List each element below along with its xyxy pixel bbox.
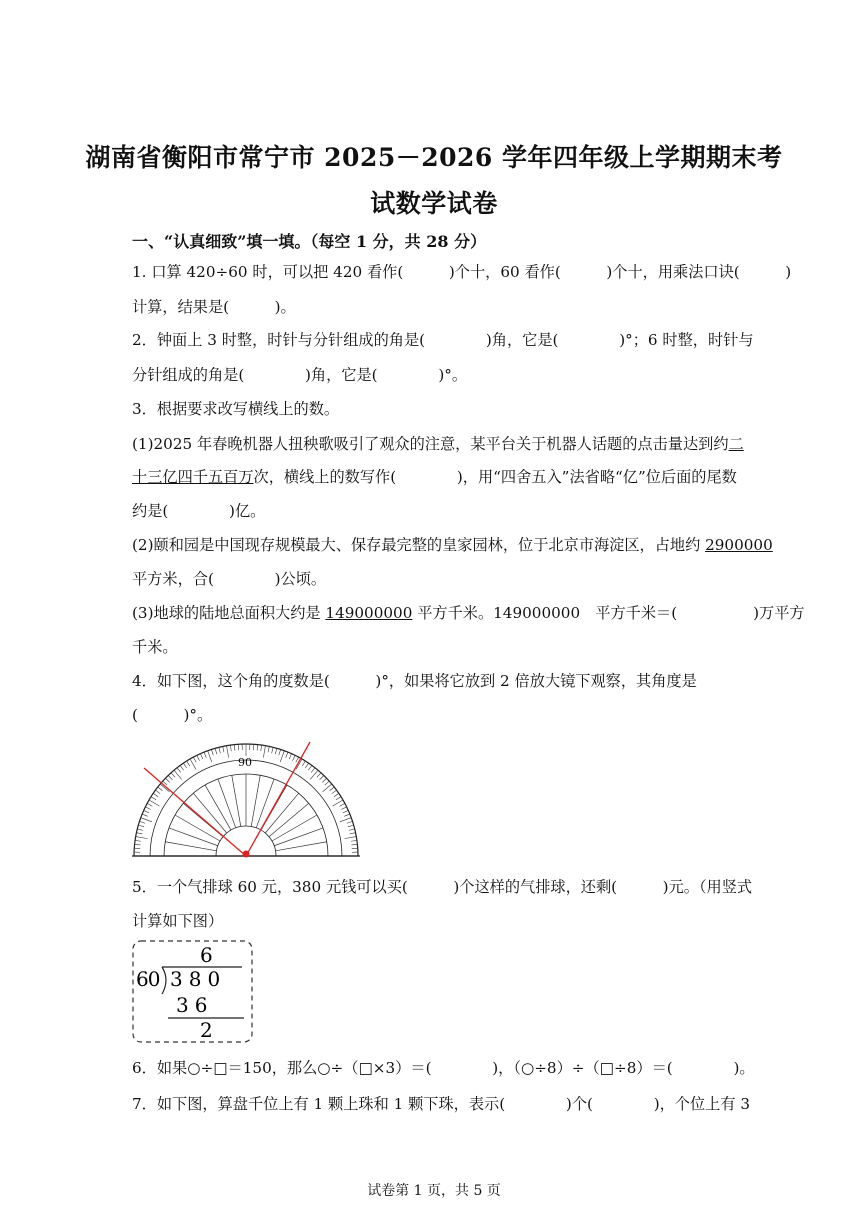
long-division-box [132, 940, 254, 1044]
division-dividend: 380 [170, 967, 227, 991]
q3-part2-line1 [132, 535, 773, 555]
q3-part3-text2: 平方千米。149000000 平方千米＝( )万平方 [412, 604, 805, 622]
q3-part3-underlined-number: 149000000 [325, 604, 413, 622]
q7-line: 7．如下图，算盘千位上有 1 颗上珠和 1 颗下珠，表示( )个( )，个位上有 3 [132, 1095, 751, 1113]
exam-title-line2: 试数学试卷 [370, 189, 498, 218]
q3-intro: 3．根据要求改写横线上的数。 [132, 400, 340, 418]
q3-part1-text2: 次，横线上的数写作( )，用“四舍五入”法省略“亿”位后面的尾数 [253, 468, 737, 486]
division-product: 36 [176, 993, 214, 1017]
q3-part1-underlined-start: 二 [728, 435, 744, 453]
protractor-90-label: 90 [238, 756, 252, 769]
q5-line1: 5．一个气排球 60 元，380 元钱可以买( )个这样的气排球，还剩( )元。（用竖式 [132, 878, 753, 896]
q3-part1-text: (1)2025 年春晚机器人扭秧歌吸引了观众的注意，某平台关于机器人话题的点击量达到约 [132, 435, 729, 453]
q1-line1: 1. 口算 420÷60 时，可以把 420 看作( )个十，60 看作( )个十，用乘法口诀( ) [132, 263, 792, 281]
dashed-border [133, 941, 252, 1042]
q3-part1-underlined-number: 十三亿四千五百万 [132, 468, 254, 486]
q3-part2-underlined-number: 2900000 [705, 536, 773, 554]
protractor-figure [130, 738, 362, 860]
division-remainder: 2 [200, 1018, 213, 1042]
q3-part3-line2: 千米。 [132, 638, 178, 656]
q3-part2-text: (2)颐和园是中国现存规模最大、保存最完整的皇家园林，位于北京市海淀区，占地约 [132, 536, 706, 554]
q2-line1: 2．钟面上 3 时整，时针与分针组成的角是( )角，它是( )°；6 时整，时针与 [132, 331, 754, 349]
q2-line2: 分针组成的角是( )角，它是( )°。 [132, 366, 468, 384]
protractor-center-point [243, 851, 250, 858]
section-heading: 一、“认真细致”填一填。（每空 1 分，共 28 分） [132, 232, 487, 251]
division-quotient: 6 [200, 943, 213, 967]
q3-part1-line2 [132, 467, 737, 487]
q6-line: 6．如果○÷□＝150，那么○÷（□×3）＝( )，（○÷8）÷（□÷8）＝( )。 [132, 1059, 755, 1077]
q3-part3-text: (3)地球的陆地总面积大约是 [132, 604, 326, 622]
division-divisor: 60 [136, 967, 160, 991]
q5-line2: 计算如下图） [132, 912, 224, 930]
q3-part1-line1 [132, 434, 744, 454]
q3-part1-line3: 约是( )亿。 [132, 502, 266, 520]
q4-line2: ( )°。 [132, 706, 213, 724]
page-footer: 试卷第 1 页，共 5 页 [367, 1183, 501, 1199]
q3-part2-line2: 平方米，合( )公顷。 [132, 570, 327, 588]
q4-line1: 4．如下图，这个角的度数是( )°，如果将它放到 2 倍放大镜下观察，其角度是 [132, 672, 697, 690]
division-bracket [162, 967, 166, 994]
q1-line2: 计算，结果是( )。 [132, 298, 296, 316]
exam-title-line1: 湖南省衡阳市常宁市 2025－2026 学年四年级上学期期末考 [85, 143, 783, 172]
q3-part3-line1 [132, 603, 805, 623]
